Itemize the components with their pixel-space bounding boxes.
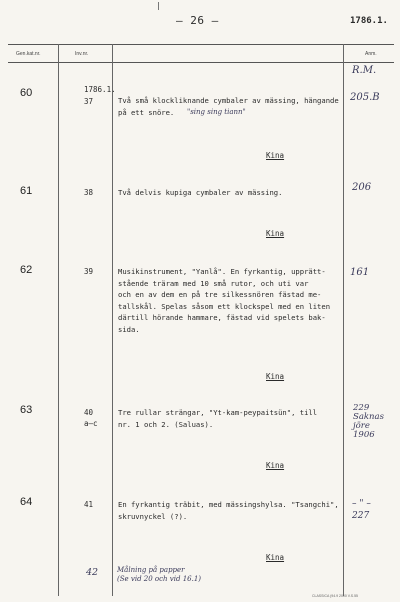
catalog-number: 63	[20, 404, 33, 416]
column-header-catalog: Gen.kat.nr.	[16, 51, 41, 57]
remark-note: 161	[350, 267, 370, 278]
column-header-inventory: Inv.nr.	[75, 51, 89, 57]
origin-label: Kina	[266, 461, 285, 470]
column-header-remarks: Anm.	[365, 51, 377, 57]
origin-label: Kina	[266, 229, 285, 238]
origin-label: Kina	[266, 553, 285, 562]
remark-note: 229 Saknas jöre 1906	[353, 403, 384, 440]
handwritten-note: "sing sing tiann"	[187, 108, 246, 116]
handwritten-note: Målning på papper (Se vid 20 och vid 16.1)	[117, 566, 202, 583]
inventory-number: 40 a–c	[84, 408, 98, 428]
column-divider-1	[58, 44, 59, 596]
remarks-header-note: R.M.	[352, 65, 377, 76]
entry-description: En fyrkantig träbit, med mässingshylsa. "Tsangchi", skruvnyckel (?).	[118, 500, 339, 521]
origin-label: Kina	[266, 151, 285, 160]
entry-description: Tre rullar strängar, "Yt-kam-peypaitsün", till nr. 1 och 2. (Saluas).	[118, 408, 318, 429]
inventory-header-value: 1786.1.	[84, 85, 116, 94]
margin-tick	[158, 2, 159, 10]
year-code: 1786.1.	[350, 16, 388, 26]
catalog-number: 60	[20, 87, 33, 99]
column-divider-2	[112, 44, 113, 596]
footer-print-mark: CLASSICA (94.9 2000 V.S.55	[312, 594, 358, 598]
column-divider-3	[343, 44, 344, 596]
catalog-number: 62	[20, 264, 33, 276]
entry-description: Musikinstrument, "Yanlå". En fyrkantig, upprätt- stående träram med 10 små rutor, och uti var och en av dem en på tre silkessnören fästad me- tallskål. Spelas såsom ett klockspel med en liten därtill hörande hammare, fästad vid spelets bak- sida.	[118, 267, 331, 334]
header-rule-top	[8, 44, 394, 45]
inventory-number: 39	[84, 267, 94, 276]
header-rule-bottom	[8, 62, 394, 63]
inventory-number: 38	[84, 188, 94, 197]
inventory-number: 37	[84, 97, 94, 106]
inventory-number: 41	[84, 500, 94, 509]
inventory-number: 42	[86, 567, 99, 578]
catalog-number: 64	[20, 496, 33, 508]
page-number: – 26 –	[176, 14, 219, 27]
remark-note: 206	[352, 182, 372, 193]
catalog-number: 61	[20, 185, 33, 197]
remark-note: 205.B	[350, 92, 380, 103]
entry-description: Två små klockliknande cymbaler av mässing, hängande på ett snöre.	[118, 96, 339, 117]
entry-description: Två delvis kupiga cymbaler av mässing.	[118, 188, 283, 197]
origin-label: Kina	[266, 372, 285, 381]
remark-note: – " – 227	[352, 499, 371, 521]
